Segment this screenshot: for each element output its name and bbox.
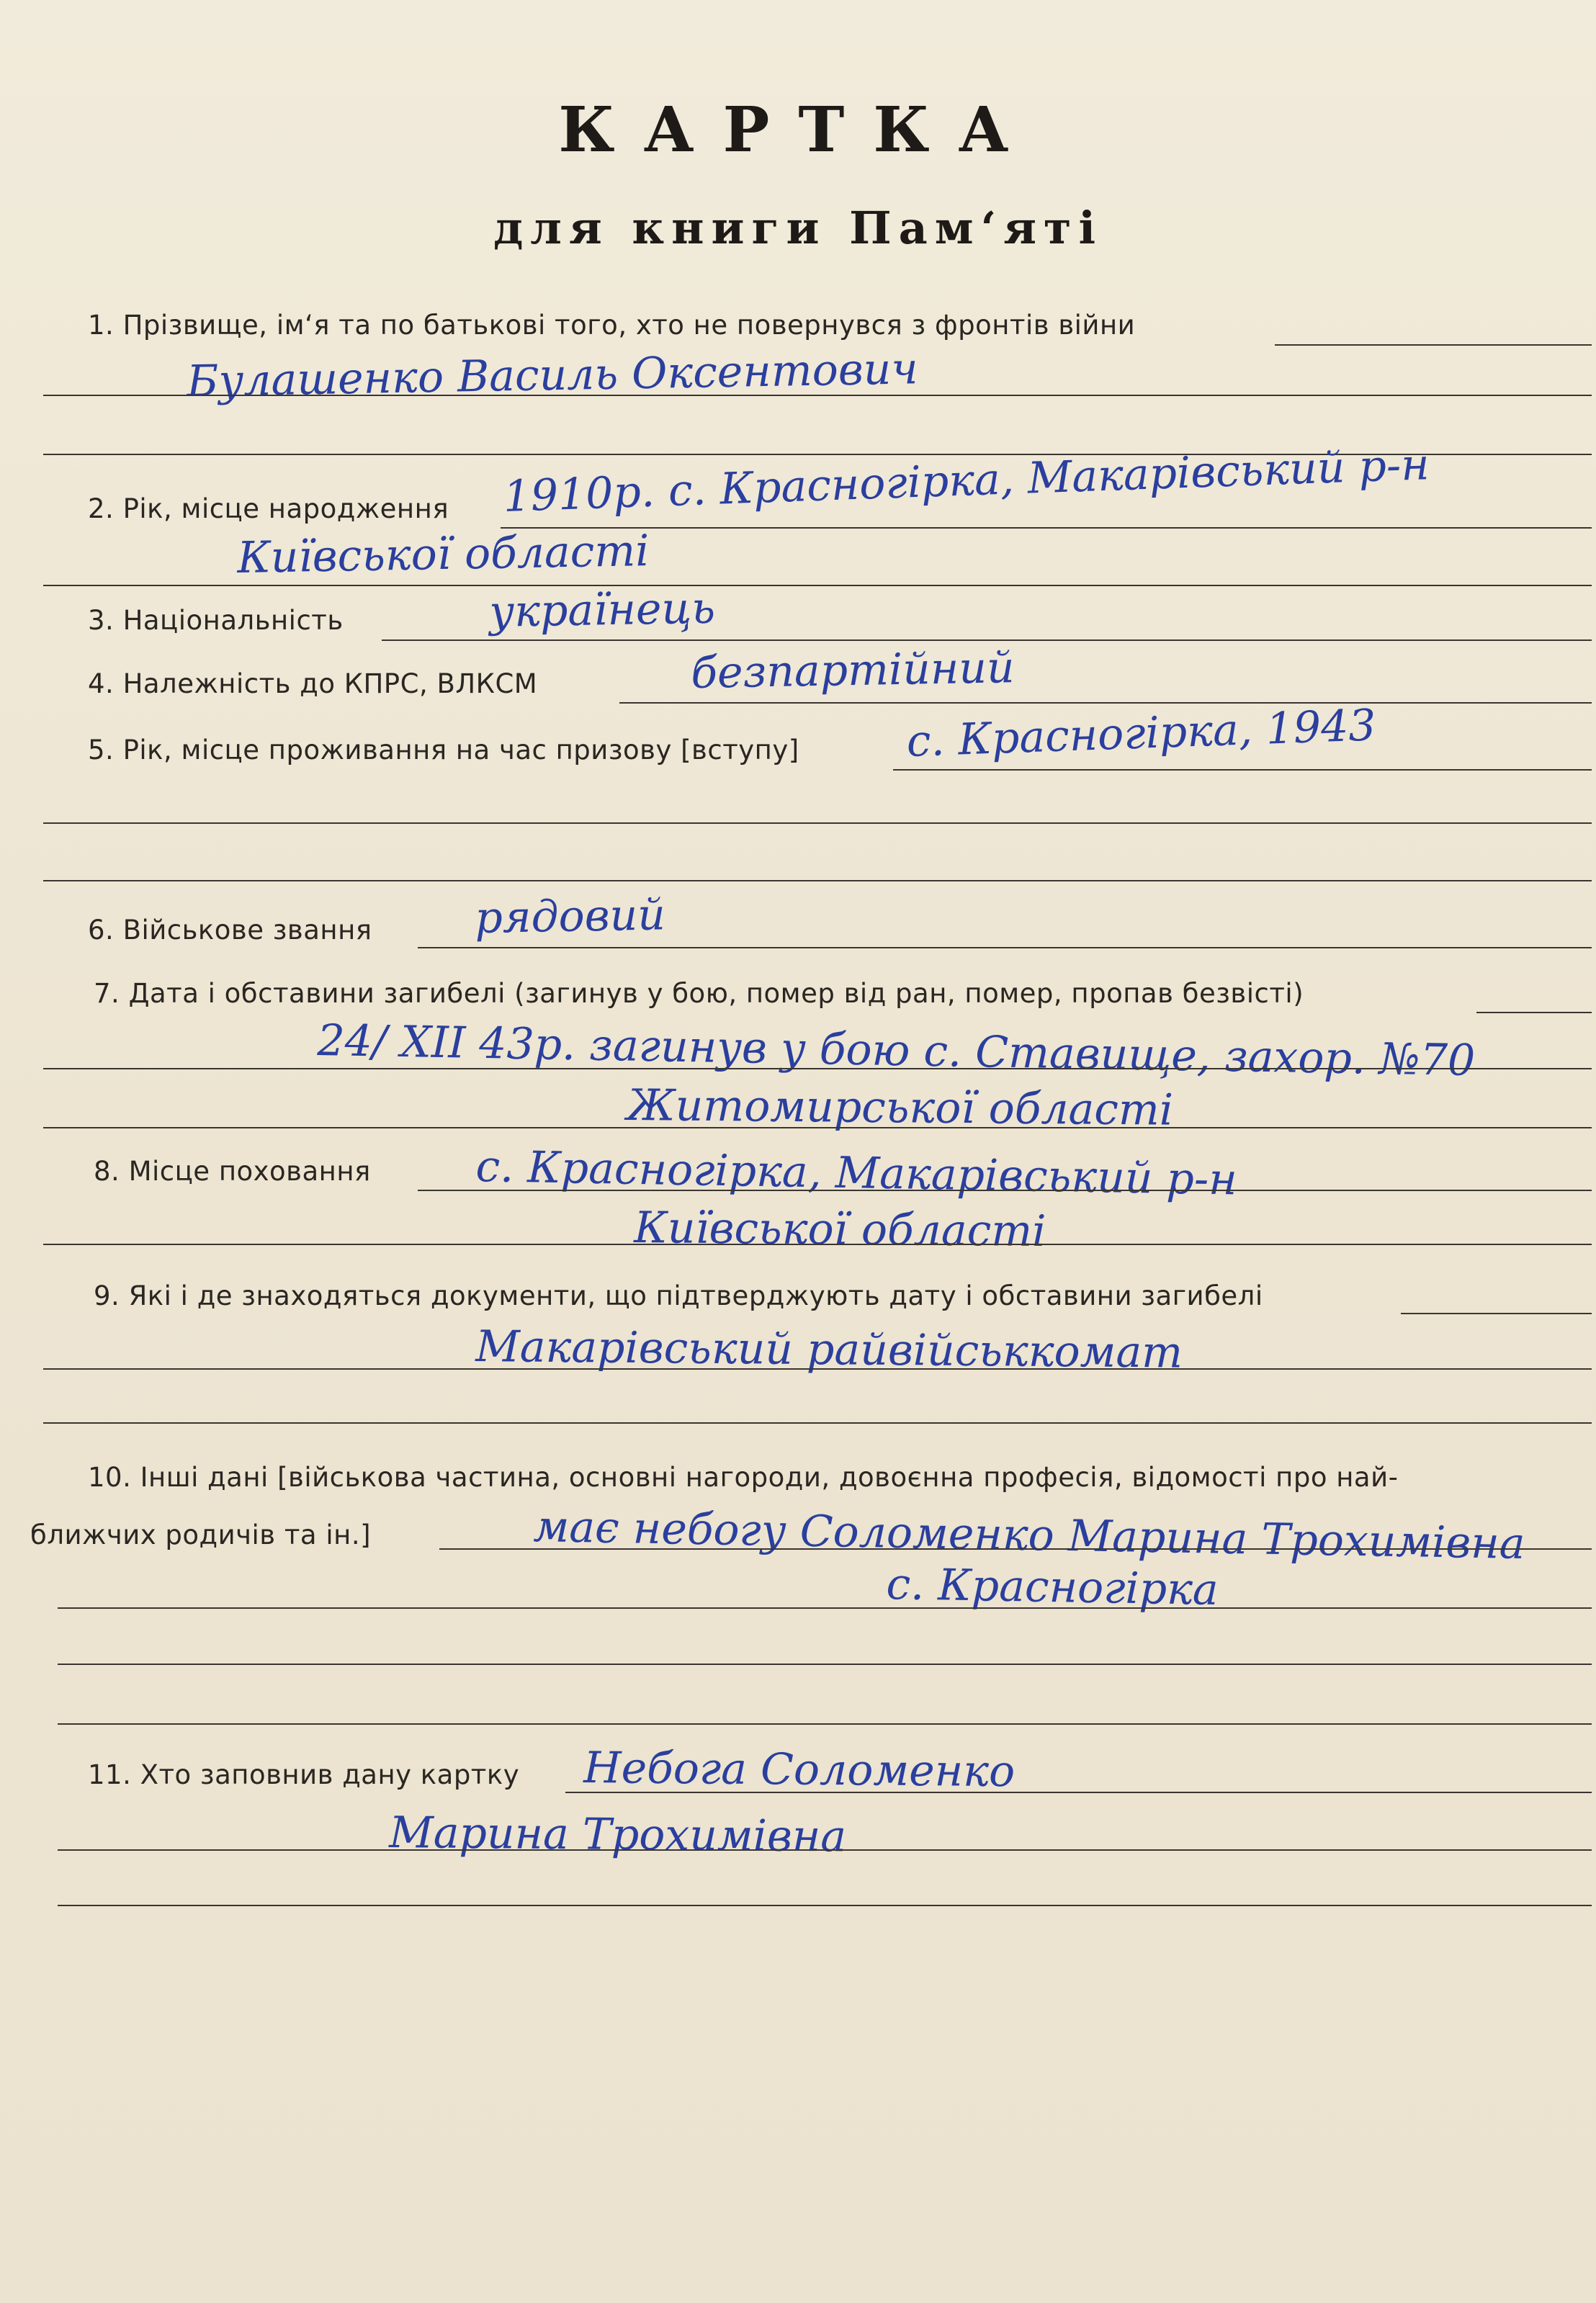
field-10-line-2 (58, 1607, 1592, 1609)
field-7-value-line-2[interactable]: Житомирської області (627, 1080, 1174, 1136)
field-8-line-2 (43, 1244, 1592, 1245)
field-8-label: 8. Місце поховання (94, 1156, 371, 1187)
field-10-label-line-1: 10. Інші дані [військова частина, основні нагороди, довоєнна професія, відомості про най- (88, 1462, 1399, 1493)
field-5-label: 5. Рік, місце проживання на час призову [вступу] (88, 735, 799, 766)
field-2-line (501, 527, 1592, 529)
field-3-value[interactable]: українець (488, 583, 716, 637)
field-10-line-3 (58, 1664, 1592, 1665)
field-1-label: 1. Прізвище, ім‘я та по батькові того, хто не повернувся з фронтів війни (88, 310, 1136, 341)
field-5-line (893, 769, 1592, 771)
field-6-value[interactable]: рядовий (474, 889, 666, 943)
field-7-label: 7. Дата і обставини загибелі (загинув у бою, помер від ран, помер, пропав безвісті) (94, 978, 1304, 1009)
field-10-value-line-1[interactable]: має небогу Соломенко Марина Трохимівна (533, 1501, 1526, 1570)
field-4-label: 4. Належність до КПРС, ВЛКСМ (88, 668, 538, 699)
field-10-line (439, 1548, 1592, 1550)
field-11-line-3 (58, 1905, 1592, 1906)
card-title: КАРТКА (558, 94, 1038, 166)
field-9-line-2 (43, 1368, 1592, 1370)
field-1-value[interactable]: Булашенко Василь Оксентович (186, 344, 919, 407)
field-6-line (418, 947, 1592, 948)
field-2-line-2 (43, 585, 1592, 586)
field-4-value[interactable]: безпартійний (690, 642, 1016, 699)
field-9-value[interactable]: Макарівський райвійськкомат (475, 1321, 1183, 1378)
field-6-label: 6. Військове звання (88, 915, 372, 946)
field-8-value-line-1[interactable]: с. Красногірка, Макарівський р-н (475, 1141, 1238, 1206)
field-11-value-line-2[interactable]: Марина Трохимівна (389, 1808, 847, 1862)
field-7-value-line-1[interactable]: 24/ XII 43р. загинув у бою с. Ставище, захор. №70 (317, 1015, 1476, 1087)
field-3-line (382, 639, 1592, 641)
field-9-label: 9. Які і де знаходяться документи, що підтверджують дату і обставини загибелі (94, 1280, 1263, 1311)
field-10-line-4 (58, 1723, 1592, 1725)
field-1-line (1275, 344, 1592, 346)
field-5-value[interactable]: с. Красногірка, 1943 (905, 700, 1377, 767)
card-subtitle: для книги Пам‘яті (493, 202, 1103, 254)
field-11-value-line-1[interactable]: Небога Соломенко (583, 1743, 1016, 1797)
field-2-value-line-1[interactable]: 1910р. с. Красногірка, Макарівський р-н (502, 439, 1430, 522)
field-1-line-2 (43, 395, 1592, 396)
field-9-line (1401, 1313, 1592, 1314)
field-11-line (565, 1792, 1592, 1793)
field-2-label: 2. Рік, місце народження (88, 493, 449, 524)
field-7-line-2 (43, 1068, 1592, 1069)
field-5-line-2 (43, 822, 1592, 824)
field-10-label-line-2: ближчих родичів та ін.] (30, 1519, 372, 1550)
field-5-line-3 (43, 880, 1592, 881)
field-11-line-2 (58, 1849, 1592, 1851)
field-9-line-3 (43, 1422, 1592, 1424)
field-2-value-line-2[interactable]: Київської області (236, 526, 650, 583)
field-10-value-line-2[interactable]: с. Красногірка (886, 1559, 1219, 1616)
field-7-line (1476, 1012, 1592, 1013)
field-7-line-3 (43, 1127, 1592, 1128)
field-4-line (619, 702, 1592, 704)
field-8-line (418, 1190, 1592, 1191)
field-3-label: 3. Національність (88, 605, 344, 636)
field-8-value-line-2[interactable]: Київської області (634, 1203, 1046, 1257)
field-11-label: 11. Хто заповнив дану картку (88, 1759, 520, 1790)
